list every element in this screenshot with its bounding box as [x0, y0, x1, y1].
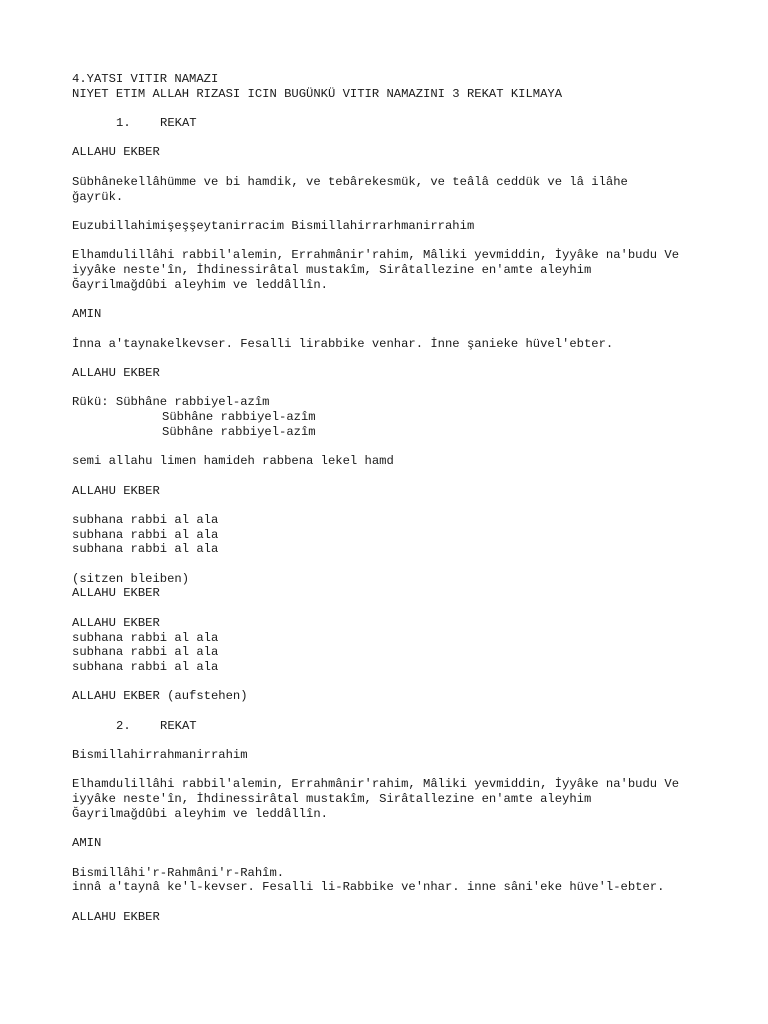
basmala-line: Bismillâhi'r-Rahmâni'r-Rahîm.: [72, 865, 285, 880]
sujud-line: subhana rabbi al ala: [72, 512, 219, 527]
fatiha-line: Ğayrilmağdûbi aleyhim ve leddâllîn.: [72, 277, 328, 292]
sujud-line: subhana rabbi al ala: [72, 645, 219, 660]
ruku-repeat-line: Sübhâne rabbiyel-azîm: [162, 410, 316, 425]
rekat-1-number: 1.: [116, 116, 131, 131]
ruku-line: Rükü: Sübhâne rabbiyel-azîm: [72, 395, 270, 410]
takbir-line: ALLAHU EKBER: [72, 483, 160, 498]
takbir-line: ALLAHU EKBER: [72, 586, 160, 601]
sujud-line: subhana rabbi al ala: [72, 659, 219, 674]
basmala-line: Bismillahirrahmanirrahim: [72, 748, 248, 763]
euzu-line: Euzubillahimişeşşeytanirracim Bismillahirrarhmanirrahim: [72, 218, 475, 233]
sujud-line: subhana rabbi al ala: [72, 542, 219, 557]
fatiha-line: iyyâke neste'în, İhdinessirâtal mustakîm, Sirâtallezine en'amte aleyhim: [72, 792, 592, 807]
semi-line: semi allahu limen hamideh rabbena lekel hamd: [72, 454, 394, 469]
kevser-line: İnna a'taynakelkevser. Fesalli lirabbike venhar. İnne şanieke hüvel'ebter.: [72, 336, 614, 351]
document-page: [72, 72, 732, 924]
rekat-2-label: REKAT: [160, 718, 197, 733]
takbir-line: ALLAHU EKBER: [72, 909, 160, 924]
rekat-2-heading: [72, 719, 732, 734]
sujud-line: subhana rabbi al ala: [72, 527, 219, 542]
takbir-line: ALLAHU EKBER: [72, 365, 160, 380]
ruku-repeat-line: Sübhâne rabbiyel-azîm: [162, 424, 316, 439]
takbir-stand-line: ALLAHU EKBER (aufstehen): [72, 689, 248, 704]
fatiha-line: iyyâke neste'în, İhdinessirâtal mustakîm, Sirâtallezine en'amte aleyhim: [72, 263, 592, 278]
subhaneke-line: Sübhânekellâhümme ve bi hamdik, ve tebârekesmük, ve teâlâ ceddük ve lâ ilâhe: [72, 174, 628, 189]
rekat-1-heading: [72, 116, 732, 131]
rekat-2-number: 2.: [116, 718, 131, 733]
amin-line: AMIN: [72, 307, 102, 322]
kevser-line: innâ a'taynâ ke'l-kevser. Fesalli li-Rabbike ve'nhar. inne sâni'eke hüve'l-ebter.: [72, 880, 665, 895]
takbir-line: ALLAHU EKBER: [72, 145, 160, 160]
takbir-line: ALLAHU EKBER: [72, 615, 160, 630]
fatiha-line: Elhamdulillâhi rabbil'alemin, Errahmânir'rahim, Mâliki yevmiddin, İyyâke na'budu Ve: [72, 777, 680, 792]
rekat-1-label: REKAT: [160, 116, 197, 131]
document-title: 4.YATSI VITIR NAMAZI: [72, 72, 219, 86]
fatiha-line: Ğayrilmağdûbi aleyhim ve leddâllîn.: [72, 806, 328, 821]
sujud-line: subhana rabbi al ala: [72, 630, 219, 645]
subhaneke-line: ğayrük.: [72, 189, 124, 204]
intent-line: NIYET ETIM ALLAH RIZASI ICIN BUGÜNKÜ VITIR NAMAZINI 3 REKAT KILMAYA: [72, 86, 563, 101]
sitzen-note: (sitzen bleiben): [72, 571, 190, 586]
fatiha-line: Elhamdulillâhi rabbil'alemin, Errahmânir'rahim, Mâliki yevmiddin, İyyâke na'budu Ve: [72, 248, 680, 263]
amin-line: AMIN: [72, 836, 102, 851]
